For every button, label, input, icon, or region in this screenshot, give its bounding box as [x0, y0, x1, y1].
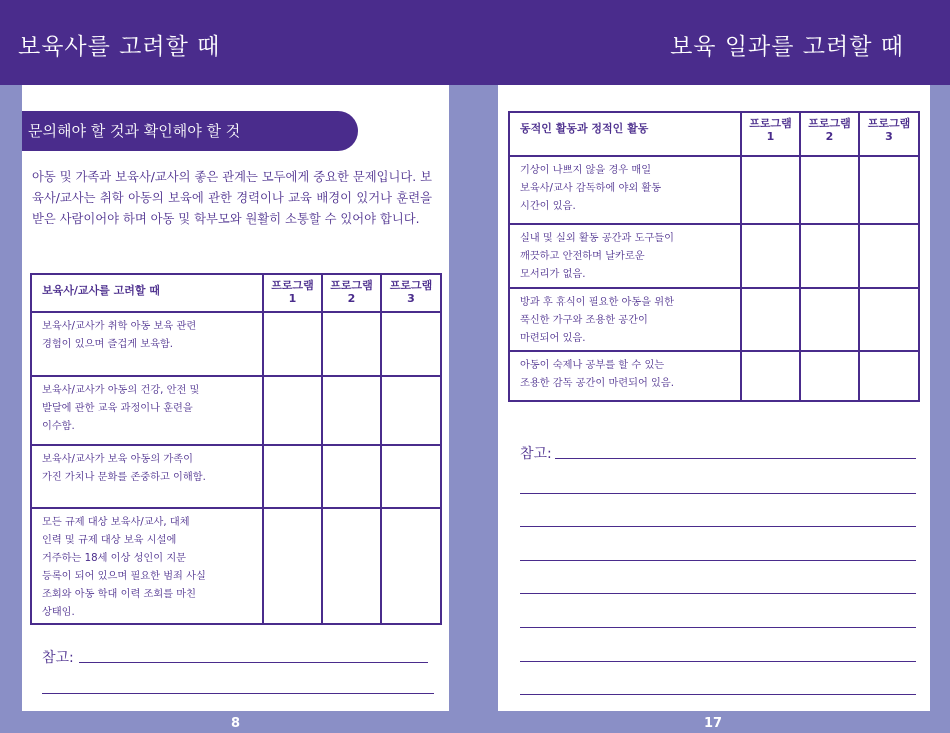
section-title-tab: 문의해야 할 것과 확인해야 할 것: [22, 111, 358, 151]
criteria-cell: 보육사/교사가 보육 아동의 가족이 가진 가치나 문화를 존중하고 이해함.: [31, 445, 263, 508]
program-2-checkbox[interactable]: [800, 224, 859, 288]
program-2-checkbox[interactable]: [322, 508, 381, 624]
left-page-number: 8: [231, 716, 241, 731]
table-row: [509, 224, 919, 288]
program-1-checkbox[interactable]: [741, 351, 800, 401]
notes-line[interactable]: [520, 526, 916, 527]
program-3-header: 프로그램 3: [381, 274, 441, 312]
program-3-checkbox[interactable]: [859, 288, 919, 351]
left-header-banner: [0, 0, 475, 85]
table-row: [31, 445, 441, 508]
notes-line[interactable]: [42, 693, 434, 694]
right-header-banner: [475, 0, 950, 85]
notes-line[interactable]: [520, 560, 916, 561]
program-3-checkbox[interactable]: [381, 445, 441, 508]
table-row: [509, 156, 919, 224]
activity-checklist-table: [508, 111, 920, 402]
notes-line[interactable]: [555, 458, 916, 459]
left-page: [22, 85, 449, 711]
program-1-checkbox[interactable]: [263, 376, 322, 445]
criteria-cell: 아동이 숙제나 공부를 할 수 있는 조용한 감독 공간이 마련되어 있음.: [509, 351, 741, 401]
criteria-cell: 방과 후 휴식이 필요한 아동을 위한 푹신한 가구와 조용한 공간이 마련되어 있음.: [509, 288, 741, 351]
table-header-criteria: 보육사/교사를 고려할 때: [31, 274, 263, 312]
notes-line[interactable]: [520, 661, 916, 662]
program-2-checkbox[interactable]: [322, 445, 381, 508]
criteria-cell: 실내 및 실외 활동 공간과 도구들이 깨끗하고 안전하며 날카로운 모서리가 없음.: [509, 224, 741, 288]
table-header-row: [509, 112, 919, 156]
program-1-checkbox[interactable]: [741, 156, 800, 224]
program-3-checkbox[interactable]: [381, 312, 441, 376]
program-3-checkbox[interactable]: [859, 156, 919, 224]
intro-paragraph: 아동 및 가족과 보육사/교사의 좋은 관계는 모두에게 중요한 문제입니다. 보육사/교사는 취학 아동의 보육에 관한 경력이나 교육 배경이 있거나 훈련을 받은 사람이어야 하며 아동 및 학부모와 원활히 소통할 수 있어야 합니다.: [32, 170, 432, 226]
program-2-checkbox[interactable]: [800, 288, 859, 351]
right-page: [498, 85, 930, 711]
program-3-checkbox[interactable]: [859, 351, 919, 401]
table-row: [31, 312, 441, 376]
program-2-checkbox[interactable]: [322, 376, 381, 445]
program-1-checkbox[interactable]: [741, 288, 800, 351]
program-3-checkbox[interactable]: [381, 376, 441, 445]
criteria-cell: 기상이 나쁘지 않을 경우 매일 보육사/교사 감독하에 야외 활동 시간이 있음.: [509, 156, 741, 224]
program-1-header: 프로그램 1: [741, 112, 800, 156]
table-row: [31, 376, 441, 445]
program-2-header: 프로그램 2: [800, 112, 859, 156]
right-page-number: 17: [704, 716, 723, 731]
caregiver-checklist-table: [30, 273, 442, 625]
program-2-checkbox[interactable]: [800, 351, 859, 401]
table-row: [31, 508, 441, 624]
notes-label: 참고:: [520, 446, 552, 462]
notes-line[interactable]: [520, 593, 916, 594]
notes-label: 참고:: [42, 650, 74, 666]
program-3-header: 프로그램 3: [859, 112, 919, 156]
program-2-checkbox[interactable]: [322, 312, 381, 376]
table-row: [509, 351, 919, 401]
notes-line[interactable]: [520, 493, 916, 494]
criteria-cell: 보육사/교사가 아동의 건강, 안전 및 발달에 관한 교육 과정이나 훈련을 이수함.: [31, 376, 263, 445]
criteria-cell: 보육사/교사가 취학 아동 보육 관련 경험이 있으며 즐겁게 보육함.: [31, 312, 263, 376]
program-2-header: 프로그램 2: [322, 274, 381, 312]
program-1-checkbox[interactable]: [263, 508, 322, 624]
program-3-checkbox[interactable]: [381, 508, 441, 624]
table-row: [509, 288, 919, 351]
notes-line[interactable]: [520, 694, 916, 695]
program-1-checkbox[interactable]: [741, 224, 800, 288]
left-page-title: 보육사를 고려할 때: [18, 34, 221, 60]
table-header-row: [31, 274, 441, 312]
notes-line[interactable]: [79, 662, 428, 663]
program-1-header: 프로그램 1: [263, 274, 322, 312]
program-3-checkbox[interactable]: [859, 224, 919, 288]
table-header-criteria: 동적인 활동과 정적인 활동: [509, 112, 741, 156]
right-page-title: 보육 일과를 고려할 때: [670, 34, 904, 60]
program-2-checkbox[interactable]: [800, 156, 859, 224]
criteria-cell: 모든 규제 대상 보육사/교사, 대체 인력 및 규제 대상 보육 시설에 거주하는 18세 이상 성인이 지문 등록이 되어 있으며 필요한 범죄 사실 조회와 아동 학대 이력 조회를 마친 상태임.: [31, 508, 263, 624]
program-1-checkbox[interactable]: [263, 312, 322, 376]
program-1-checkbox[interactable]: [263, 445, 322, 508]
notes-line[interactable]: [520, 627, 916, 628]
